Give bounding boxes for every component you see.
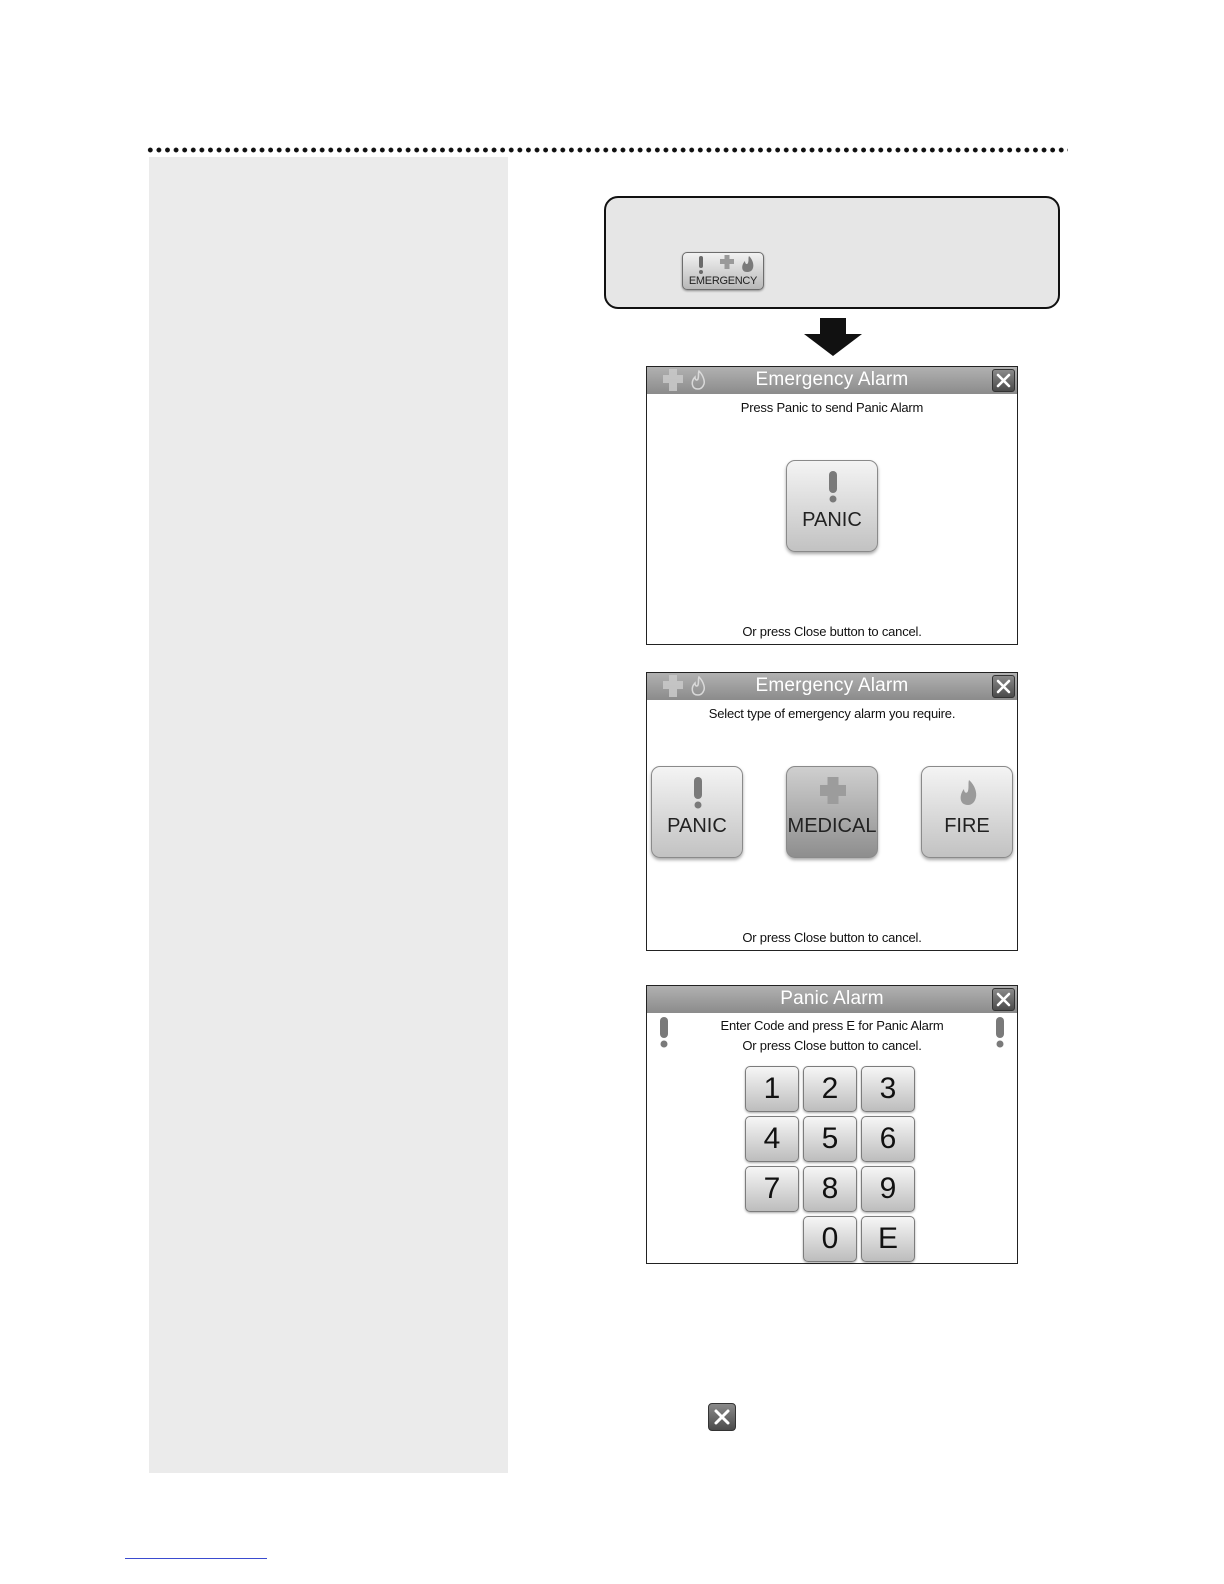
cancel-hint: Or press Close button to cancel. [742, 930, 922, 945]
titlebar [647, 986, 1017, 1013]
keypad-key-4[interactable]: 4 [745, 1116, 799, 1162]
emergency-alarm-screen-1 [646, 366, 1018, 645]
keypad-key-9[interactable]: 9 [861, 1166, 915, 1212]
keypad-key-5[interactable]: 5 [803, 1116, 857, 1162]
close-button[interactable] [992, 988, 1015, 1011]
emergency-alarm-screen-2 [646, 672, 1018, 951]
keypad-key-8[interactable]: 8 [803, 1166, 857, 1212]
titlebar [647, 673, 1017, 700]
dotted-divider [146, 146, 1068, 154]
close-button[interactable] [708, 1403, 736, 1431]
keypad-key-7[interactable]: 7 [745, 1166, 799, 1212]
exclamation-icon [787, 469, 879, 503]
prompt-text: Press Panic to send Panic Alarm [740, 400, 924, 415]
close-button[interactable] [992, 369, 1015, 392]
close-icon [996, 373, 1011, 388]
panic-button[interactable] [651, 766, 743, 858]
keypad-key-1[interactable]: 1 [745, 1066, 799, 1112]
medical-button-label: MEDICAL [787, 815, 877, 837]
close-icon [996, 992, 1011, 1007]
callout-box [604, 196, 1060, 309]
panic-alarm-screen [646, 985, 1018, 1264]
side-panel [149, 157, 508, 1473]
keypad-key-6[interactable]: 6 [861, 1116, 915, 1162]
close-button[interactable] [992, 675, 1015, 698]
flame-icon [922, 775, 1014, 809]
exclamation-icon [652, 775, 744, 809]
down-arrow-icon [804, 318, 862, 356]
fire-button-label: FIRE [944, 815, 990, 837]
emergency-icons [683, 255, 765, 275]
emergency-button-label: EMERGENCY [688, 275, 758, 287]
screen-title: Panic Alarm [780, 988, 884, 1009]
keypad-key-2[interactable]: 2 [803, 1066, 857, 1112]
prompt-line-2: Or press Close button to cancel. [742, 1038, 922, 1053]
prompt-line-1: Enter Code and press E for Panic Alarm [720, 1018, 944, 1033]
panic-button-label: PANIC [802, 509, 862, 531]
footer-link-underline [125, 1558, 267, 1559]
close-icon [713, 1408, 731, 1426]
emergency-button[interactable] [682, 252, 764, 290]
keypad-key-3[interactable]: 3 [861, 1066, 915, 1112]
medical-cross-icon [787, 775, 879, 809]
medical-button[interactable] [786, 766, 878, 858]
panic-button-label: PANIC [667, 815, 727, 837]
keypad-key-0[interactable]: 0 [803, 1216, 857, 1262]
panic-button[interactable] [786, 460, 878, 552]
screen-title: Emergency Alarm [755, 369, 909, 390]
keypad-key-enter[interactable]: E [861, 1216, 915, 1262]
screen-title: Emergency Alarm [755, 675, 909, 696]
cancel-hint: Or press Close button to cancel. [742, 624, 922, 639]
titlebar [647, 367, 1017, 394]
close-icon [996, 679, 1011, 694]
prompt-text: Select type of emergency alarm you require. [708, 706, 956, 721]
fire-button[interactable] [921, 766, 1013, 858]
